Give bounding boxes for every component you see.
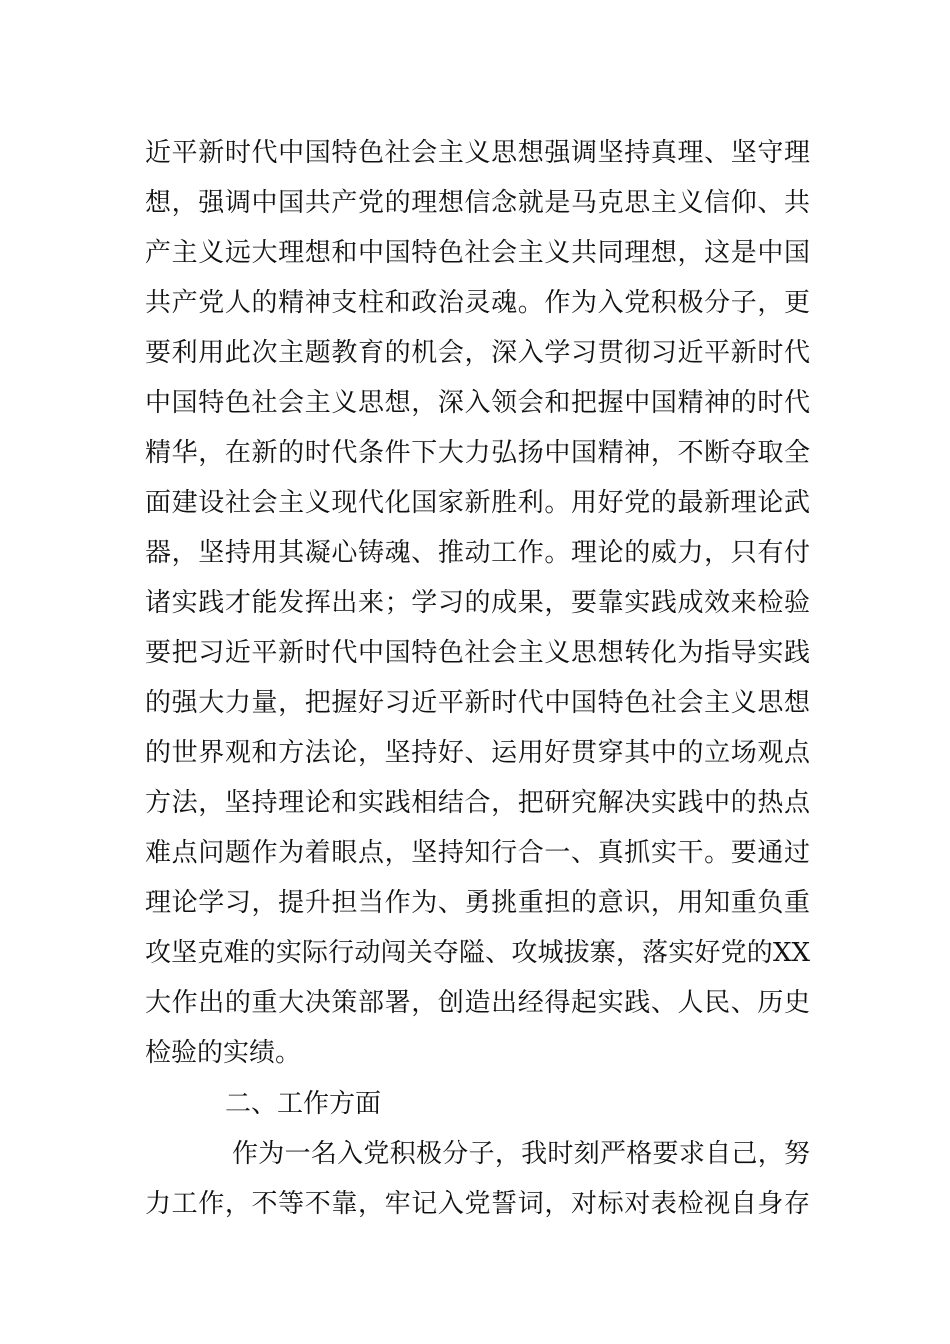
body-text-line: 力工作，不等不靠，牢记入党誓词，对标对表检视自身存 — [145, 1189, 810, 1219]
body-text-line: 近平新时代中国特色社会主义思想强调坚持真理、坚守理 — [145, 138, 810, 168]
body-text-line: 面建设社会主义现代化国家新胜利。用好党的最新理论武 — [145, 488, 810, 518]
body-text-line: 难点问题作为着眼点，坚持知行合一、真抓实干。要通过 — [145, 838, 810, 868]
body-text-line: 共产党人的精神支柱和政治灵魂。作为入党积极分子，更 — [145, 288, 810, 318]
body-text-line: 诸实践才能发挥出来；学习的成果，要靠实践成效来检验 — [145, 588, 810, 618]
section-heading: 二、工作方面 — [225, 1089, 382, 1119]
body-text-line: 想，强调中国共产党的理想信念就是马克思主义信仰、共 — [145, 188, 810, 218]
body-text-line: 的世界观和方法论，坚持好、运用好贯穿其中的立场观点 — [145, 738, 810, 768]
body-text-line: 的强大力量，把握好习近平新时代中国特色社会主义思想 — [145, 688, 810, 718]
body-text-line: 要利用此次主题教育的机会，深入学习贯彻习近平新时代 — [145, 338, 810, 368]
body-text-line: 要把习近平新时代中国特色社会主义思想转化为指导实践 — [145, 638, 810, 668]
body-text-line: 中国特色社会主义思想，深入领会和把握中国精神的时代 — [145, 388, 810, 418]
body-text-line: 作为一名入党积极分子，我时刻严格要求自己，努 — [232, 1139, 810, 1169]
body-text-line: 方法，坚持理论和实践相结合，把研究解决实践中的热点 — [145, 788, 810, 818]
body-text-line: 精华，在新的时代条件下大力弘扬中国精神，不断夺取全 — [145, 438, 810, 468]
body-text-line: 检验的实绩。 — [145, 1038, 302, 1068]
body-text-line: 攻坚克难的实际行动闯关夺隘、攻城拔寨，落实好党的XX — [145, 938, 810, 968]
body-text-line: 产主义远大理想和中国特色社会主义共同理想，这是中国 — [145, 238, 810, 268]
body-text-line: 理论学习，提升担当作为、勇挑重担的意识，用知重负重 — [145, 888, 810, 918]
body-text-line: 器，坚持用其凝心铸魂、推动工作。理论的威力，只有付 — [145, 538, 810, 568]
body-text-line: 大作出的重大决策部署，创造出经得起实践、人民、历史 — [145, 988, 810, 1018]
